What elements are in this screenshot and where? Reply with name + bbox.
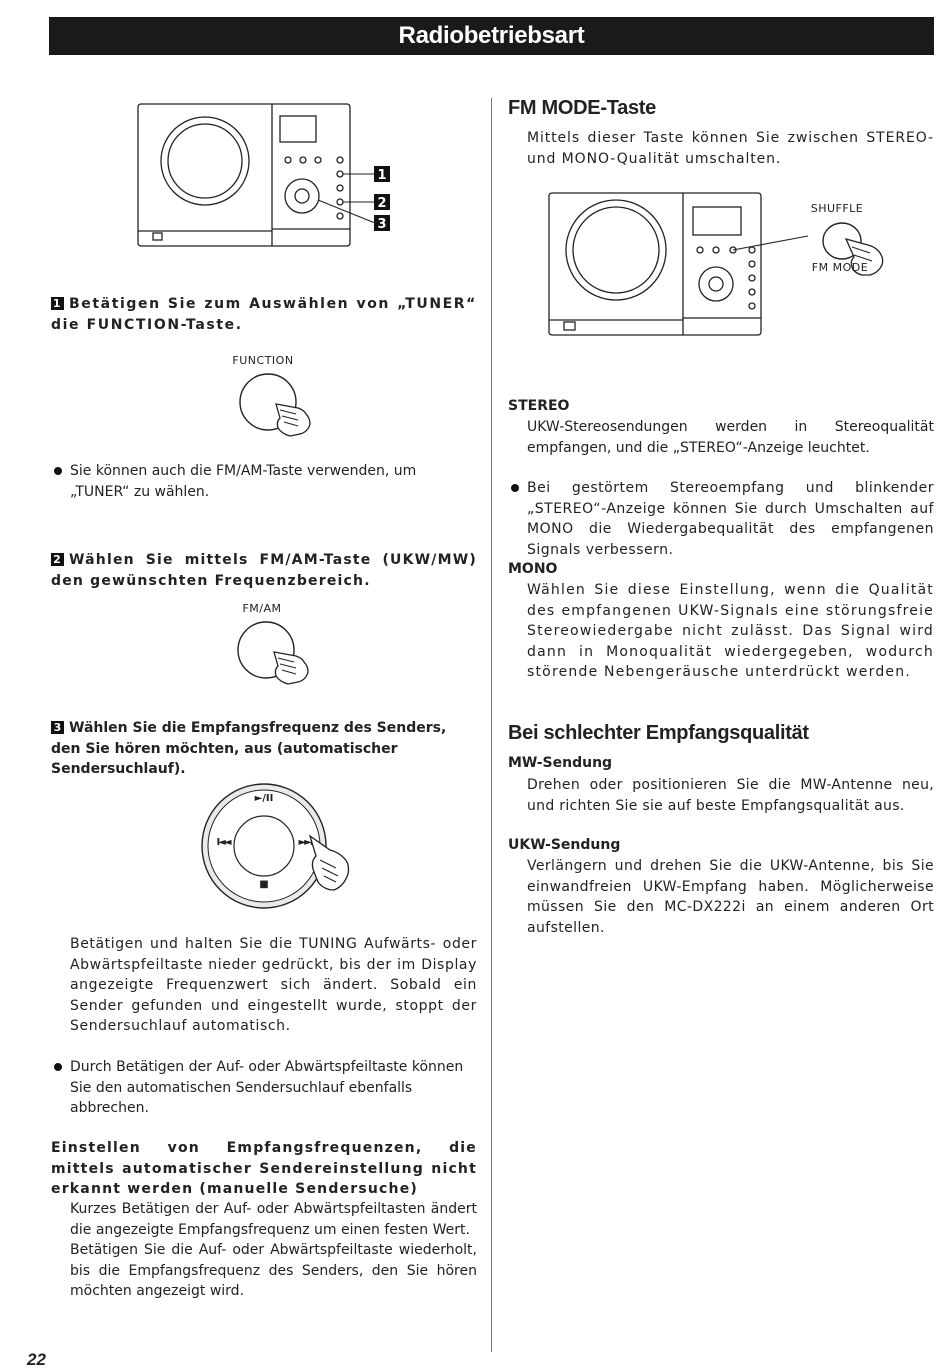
next-icon: ►►I [298,837,312,848]
function-button-label: FUNCTION [232,354,294,367]
fmam-button-icon [236,622,316,686]
prev-icon: I◄◄ [216,837,230,848]
step-1-number: 1 [52,297,63,310]
step-3 [51,718,477,780]
step-2-number: 2 [51,553,64,566]
mono-heading: MONO [508,561,558,577]
mw-heading: MW-Sendung [508,755,613,771]
bullet-cancel-search-text: Durch Betätigen der Auf- oder Abwärtspfeiltaste können Sie den automatischen Sendersuchlauf ebenfalls abbrechen. [70,1059,464,1116]
fm-mode-pointer-line [0,0,950,400]
svg-text:3: 3 [377,217,387,232]
pressing-hand-icon [306,832,354,894]
page-number: 22 [27,1350,46,1369]
bullet-tuner-hint [54,461,477,502]
pressing-hand-icon [274,652,308,684]
shuffle-label: SHUFFLE [810,202,864,215]
step-1-text: Betätigen Sie zum Auswählen von „TUNER“ die FUNCTION-Taste. [51,296,477,333]
step-3-number: 3 [51,721,64,734]
bullet-stereo-hint-text: Bei gestörtem Stereoempfang und blinkender „STEREO“-Anzeige können Sie durch Umschalten auf MONO die Wiedergabequalität des empfangenen Signals verbessern. [527,480,934,558]
stereo-text: UKW-Stereosendungen werden in Stereoqualität empfangen, und die „STEREO“-Anzeige leuchtet. [527,419,934,456]
svg-text:2: 2 [377,196,387,211]
bullet-tuner-hint-text: Sie können auch die FM/AM-Taste verwenden, um „TUNER“ zu wählen. [70,463,417,500]
bullet-stereo-hint [511,478,934,560]
play-pause-icon: ►/II [254,793,274,804]
stop-icon: ■ [259,879,269,890]
mono-text: Wählen Sie diese Einstellung, wenn die Qualität des empfangenen UKW-Signals eine störungsfreie Stereowiedergabe nicht zulässt. Das Signal wird dann in Monoqualität wiedergegeben, wodurch störende Nebengeräusche unterdrückt werden. [527,582,934,680]
pressing-hand-icon [276,404,310,436]
ukw-text: Verlängern und drehen Sie die UKW-Antenne, bis Sie einwandfreien UKW-Empfang haben. Möglicherweise müssen Sie den MC-DX222i an einem anderen Ort aufstellen. [527,858,934,936]
tuning-paragraph: Betätigen und halten Sie die TUNING Aufwärts- oder Abwärtspfeiltaste nieder gedrückt, bis der im Display angezeigte Frequenzwert sich ändert. Sobald ein Sender gefunden und eingestellt wurde, stoppt der Sendersuchlauf automatisch. [70,936,477,1034]
mw-text: Drehen oder positionieren Sie die MW-Antenne neu, und richten Sie sie auf beste Empfangsqualität aus. [527,777,934,814]
fmam-button-label: FM/AM [242,602,282,615]
bullet-dot [54,1063,62,1071]
svg-text:1: 1 [377,168,387,183]
fm-mode-label: FM MODE [811,261,869,274]
manual-search-paragraph-2: Betätigen Sie die Auf- oder Abwärtspfeiltaste wiederholt, bis die Empfangsfrequenz des Senders, den Sie hören möchten angezeigt wird. [70,1242,477,1299]
manual-search-paragraph-1: Kurzes Betätigen der Auf- oder Abwärtspfeiltasten ändert die angezeigte Empfangsfrequenz um einen festen Wert. [70,1201,477,1238]
bullet-cancel-search [54,1057,477,1119]
step-3-text: Wählen Sie die Empfangsfrequenz des Senders, den Sie hören möchten, aus (automatischer Sendersuchlauf). [51,720,447,777]
poor-reception-heading: Bei schlechter Empfangsqualität [508,722,809,744]
bullet-dot [511,484,519,492]
page-title: Radiobetriebsart [49,17,934,55]
step-2 [51,550,477,591]
ukw-heading: UKW-Sendung [508,837,621,853]
stereo-heading: STEREO [508,398,570,414]
manual-search-heading: Einstellen von Empfangsfrequenzen, die mittels automatischer Sendereinstellung nicht erkannt werden (manuelle Sendersuche) [51,1140,477,1197]
step-2-text: Wählen Sie mittels FM/AM-Taste (UKW/MW) den gewünschten Frequenzbereich. [51,552,477,589]
bullet-dot [54,467,62,475]
fm-mode-heading: FM MODE-Taste [508,97,656,119]
fm-mode-text: Mittels dieser Taste können Sie zwischen STEREO- und MONO-Qualität umschalten. [527,130,934,167]
